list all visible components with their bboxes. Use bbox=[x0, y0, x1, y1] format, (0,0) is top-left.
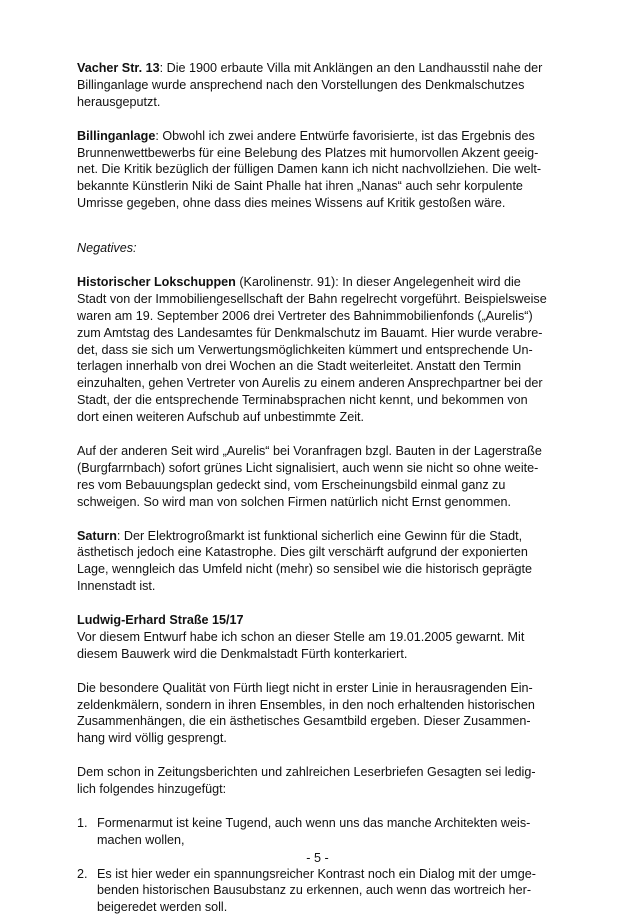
list-item: 2. Es ist hier weder ein spannungsreicher Kontrast noch ein Dialog mit der umge- benden historischen Bausubstanz zu erkennen, auch wenn das wortreich her- beigeredet werden soll. bbox=[77, 866, 536, 915]
heading-ludwig-erhard: Ludwig-Erhard Straße 15/17 bbox=[77, 613, 244, 628]
paragraph-vacher: Vacher Str. 13: Die 1900 erbaute Villa mit Anklängen an den Landhausstil nahe der Billinganlage wurde ansprechend nach den Vorstellungen des Denkmalschutzes herausgeputzt. bbox=[77, 61, 543, 109]
paragraph-billinganlage: Billinganlage: Obwohl ich zwei andere Entwürfe favorisierte, ist das Ergebnis des Brunnenwettbewerbs für eine Belebung des Platzes mit humorvollen Akzent geeig- net. Die Kritik bezüglich der fülligen Damen kann ich nicht nachvollziehen. Die welt- bekannte Künstlerin Niki de Saint Phalle hat ihren „Nanas“ auch sehr korpulente Umrisse gegeben, ohne dass dies meines Wissens auf Kritik gestoßen wäre. bbox=[77, 128, 542, 211]
paragraph-saturn: Saturn: Der Elektrogroßmarkt ist funktional sicherlich eine Gewinn für die Stadt, ästhetisch jedoch eine Katastrophe. Dies gilt verschärft aufgrund der exponierten Lage, wenngleich das Umfeld nicht (mehr) so sensibel wie die historisch geprägte Innenstadt ist. bbox=[77, 528, 533, 594]
paragraph-list-intro: Dem schon in Zeitungsberichten und zahlreichen Leserbriefen Gesagten sei ledig- lich folgendes hinzugefügt: bbox=[77, 765, 536, 797]
heading-saturn: Saturn bbox=[77, 528, 117, 543]
heading-lokschuppen: Historischer Lokschuppen bbox=[77, 274, 236, 289]
document-body bbox=[77, 60, 567, 916]
list-item: 1. Formenarmut ist keine Tugend, auch wenn uns das manche Architekten weis- machen wollen, bbox=[77, 815, 531, 847]
page-number: - 5 - bbox=[306, 851, 329, 865]
paragraph-aurelis: Auf der anderen Seit wird „Aurelis“ bei Voranfragen bzgl. Bauten in der Lagerstraße (Burgfarrnbach) sofort grünes Licht signalisiert, auch wenn sie nicht so ohne weite- res vom Bebauungsplan gedeckt sind, vom Erscheinungsbild einmal ganz zu schweigen. So wird man von solchen Firmen natürlich nicht Ernst genommen. bbox=[77, 443, 542, 509]
list-number: 1. bbox=[77, 815, 88, 830]
paragraph-quality: Die besondere Qualität von Fürth liegt nicht in erster Linie in herausragenden Ein- zeldenkmälern, sondern in ihren Ensembles, in den noch erhaltenden historischen Zusammenhängen, die ein ästhetisches Gesamtbild ergeben. Dieser Zusammen- hang wird völlig gesprengt. bbox=[77, 680, 535, 746]
heading-billinganlage: Billinganlage bbox=[77, 128, 156, 143]
negatives-label: Negatives: bbox=[77, 241, 137, 256]
paragraph-lokschuppen: Historischer Lokschuppen (Karolinenstr. 91): In dieser Angelegenheit wird die Stadt von der Immobiliengesellschaft der Bahn regelrecht vorgeführt. Beispielsweise waren am 19. September 2006 drei Vertreter des Bahnimmobilienfonds („Aurelis“) zum Amtstag des Landesamtes für Denkmalschutz im Bauamt. Hier wurde verabre- det, dass sie sich um Verwertungsmöglichkeiten kümmert und entsprechende Un- terlagen innerhalb von drei Wochen an die Stadt weiterleitet. Anstatt den Termin einzuhalten, gehen Vertreter von Aurelis zu einem anderen Ansprechpartner bei der Stadt, der die entsprechende Terminabsprachen nicht kennt, und bekommen von dort einen weiteren Aufschub auf unbestimmte Zeit. bbox=[77, 274, 547, 425]
heading-vacher: Vacher Str. 13 bbox=[77, 61, 160, 75]
list-number: 2. bbox=[77, 866, 88, 881]
paragraph-ludwig-erhard: Ludwig-Erhard Straße 15/17 Vor diesem Entwurf habe ich schon an dieser Stelle am 19.01.2005 gewarnt. Mit diesem Bauwerk wird die Denkmalstadt Fürth konterkariert. bbox=[77, 612, 567, 663]
